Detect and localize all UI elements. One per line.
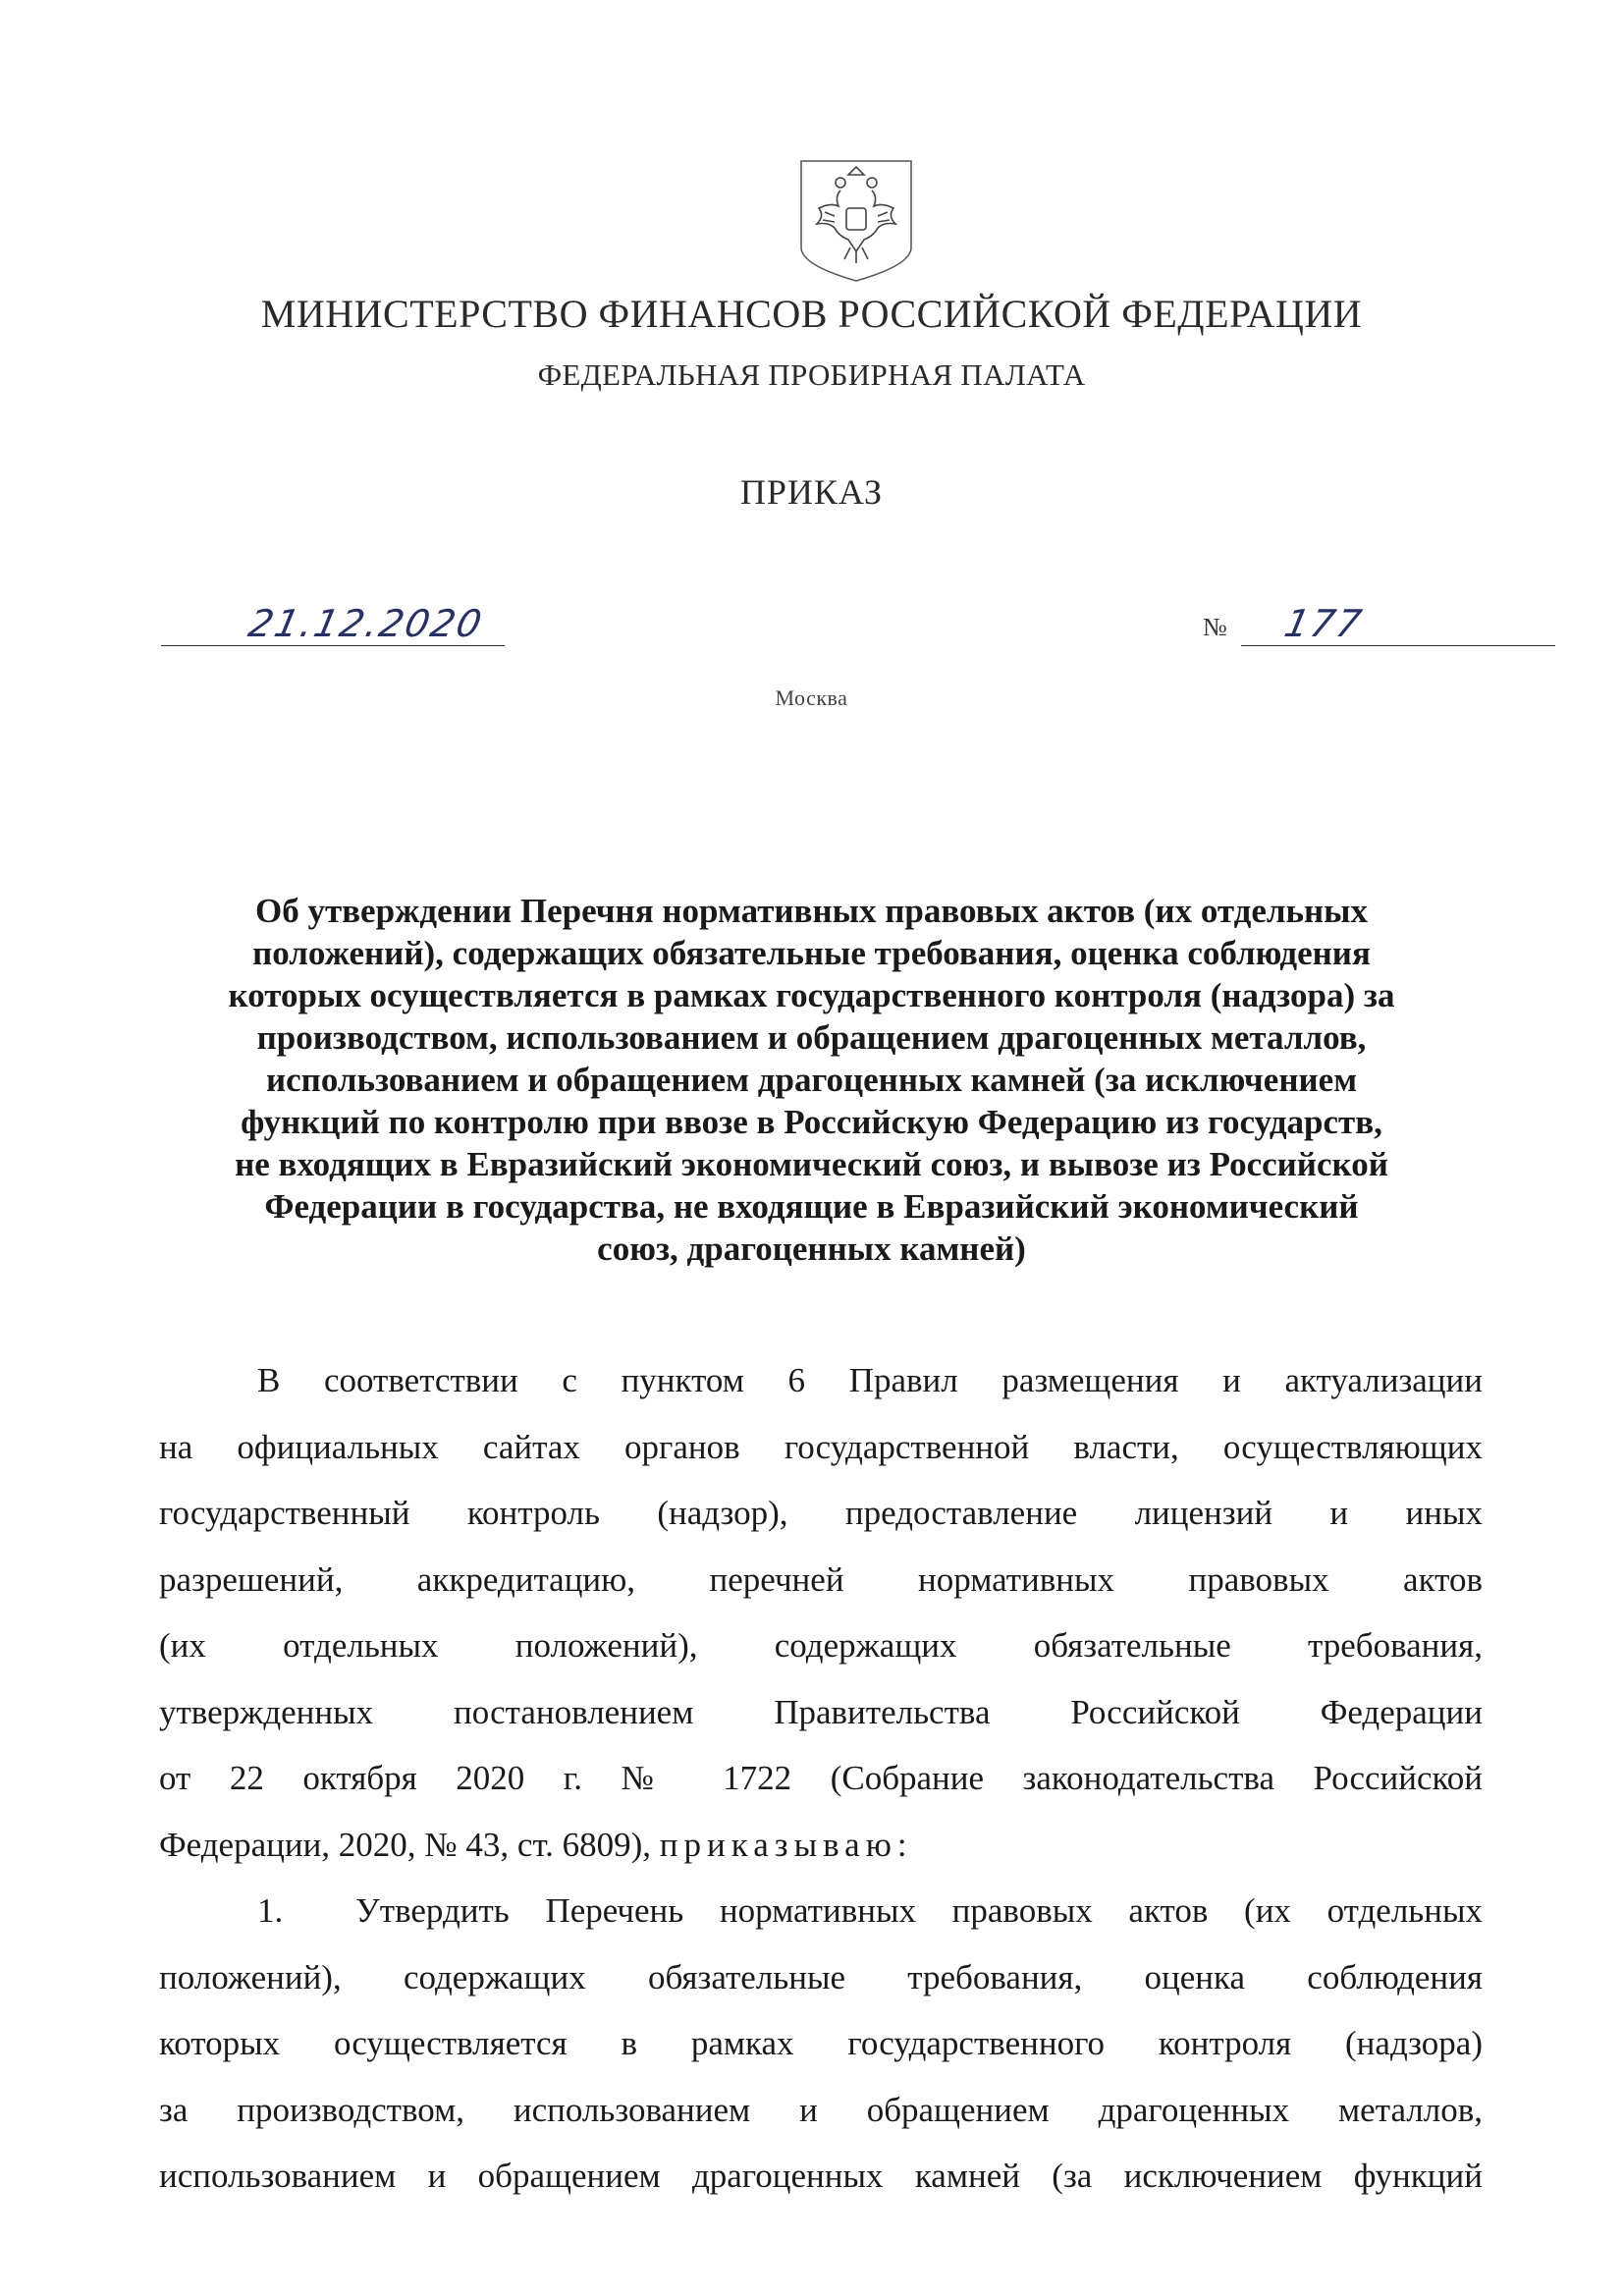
- item-1-first-line: [159, 1878, 1483, 1944]
- ministry-name: МИНИСТЕРСТВО ФИНАНСОВ РОССИЙСКОЙ ФЕДЕРАЦИИ: [260, 292, 1363, 336]
- title-line: которых осуществляется в рамках государственного контроля (надзора) за: [228, 976, 1395, 1014]
- title-line: использованием и обращением драгоценных камней (за исключением: [265, 1061, 1358, 1099]
- title-line: положений), содержащих обязательные требования, оценка соблюдения: [252, 934, 1371, 972]
- preamble-line: утвержденных постановлением Правительства Российской Федерации: [159, 1692, 1483, 1731]
- number-field: [1241, 601, 1555, 646]
- item-number: 1.: [257, 1891, 284, 1930]
- preamble-line: на официальных сайтах органов государственной власти, осуществляющих: [159, 1427, 1483, 1466]
- handwritten-number: 177: [1280, 602, 1368, 645]
- preamble-line: разрешений, аккредитацию, перечней нормативных правовых актов: [159, 1559, 1483, 1599]
- order-body: [159, 1347, 1483, 2210]
- service-name: ФЕДЕРАЛЬНАЯ ПРОБИРНАЯ ПАЛАТА: [537, 357, 1086, 392]
- item-1-line: положений), содержащих обязательные требования, оценка соблюдения: [159, 1957, 1483, 1996]
- preamble-last-line: [159, 1812, 1483, 1879]
- item-1-line: которых осуществляется в рамках государственного контроля (надзора): [159, 2024, 1483, 2062]
- preamble-line: (их отдельных положений), содержащих обязательные требования,: [159, 1626, 1483, 1665]
- preamble-line: В соответствии с пунктом 6 Правил размещения и актуализации: [257, 1361, 1483, 1399]
- document-type: ПРИКАЗ: [739, 472, 884, 512]
- title-line: производством, использованием и обращением драгоценных металлов,: [256, 1018, 1367, 1057]
- handwritten-date: 21.12.2020: [244, 602, 488, 645]
- item-1-text: Утвердить Перечень нормативных правовых актов (их отдельных: [355, 1891, 1483, 1930]
- preamble-line: государственный контроль (надзор), предоставление лицензий и иных: [159, 1494, 1483, 1532]
- date-field: [161, 601, 505, 646]
- number-label: №: [1203, 613, 1227, 641]
- city: Москва: [775, 685, 848, 710]
- order-word: приказываю:: [659, 1825, 913, 1864]
- title-line: Об утверждении Перечня нормативных правовых актов (их отдельных: [254, 892, 1368, 930]
- title-line: Федерации в государства, не входящие в Евразийский экономический: [264, 1187, 1359, 1226]
- item-1-line: использованием и обращением драгоценных камней (за исключением функций: [159, 2157, 1483, 2195]
- preamble-line: от 22 октября 2020 г. № 1722 (Собрание законодательства Российской: [159, 1759, 1483, 1797]
- title-line: союз, драгоценных камней): [597, 1230, 1026, 1268]
- item-1-line: за производством, использованием и обращением драгоценных металлов,: [159, 2090, 1483, 2129]
- order-title: [157, 890, 1466, 1270]
- title-line: функций по контролю при ввозе в Российскую Федерацию из государств,: [241, 1103, 1382, 1141]
- russian-coat-of-arms-icon: [795, 157, 917, 285]
- preamble-last-text: Федерации, 2020, № 43, ст. 6809),: [159, 1825, 660, 1864]
- title-line: не входящих в Евразийский экономический союз, и вывозе из Российской: [235, 1145, 1388, 1183]
